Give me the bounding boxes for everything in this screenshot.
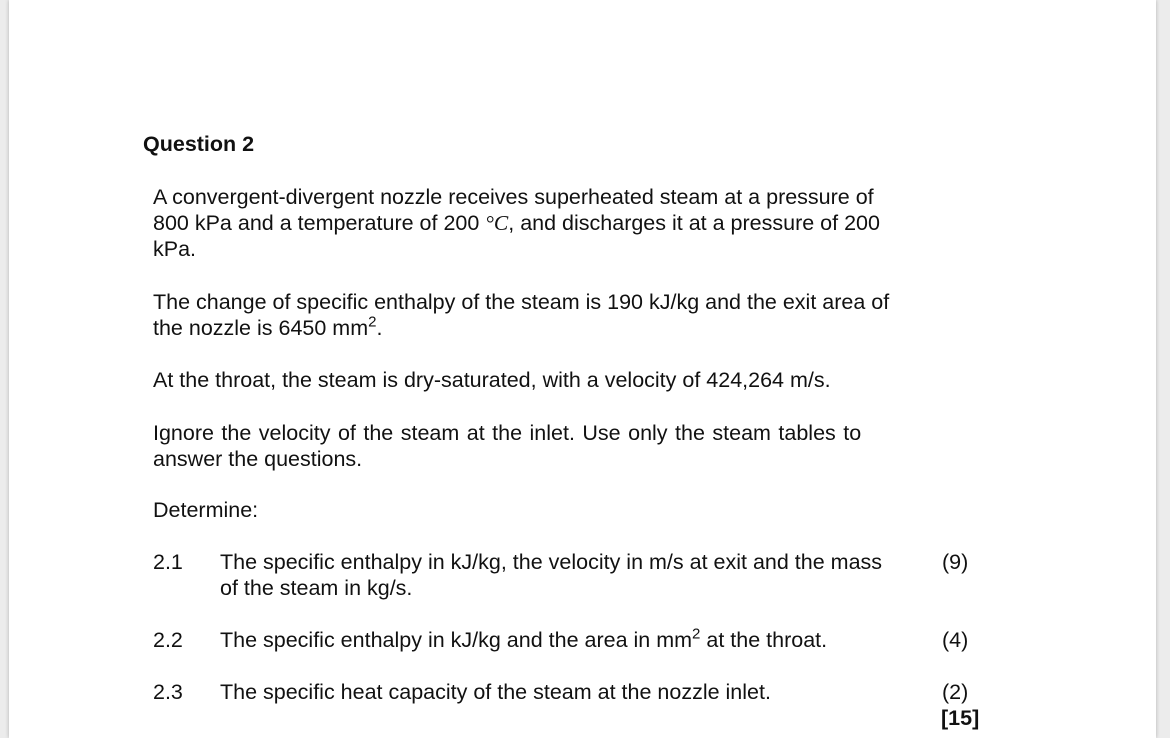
question-2-2-marks: (4) — [942, 628, 969, 652]
question-2-2-part-1: The specific enthalpy in kJ/kg and the area in mm — [220, 628, 693, 652]
question-2-2-number: 2.2 — [153, 628, 183, 652]
question-2-3-text: The specific heat capacity of the steam at the nozzle inlet. — [220, 680, 771, 704]
question-2-1-line-2: of the steam in kg/s. — [220, 576, 413, 600]
celsius-unit: °C — [485, 211, 509, 235]
question-2-2-text — [220, 627, 925, 653]
intro-line-1: A convergent-divergent nozzle receives superheated steam at a pressure of — [153, 185, 874, 209]
question-2-2-part-2: at the throat. — [700, 628, 828, 652]
enthalpy-line-2 — [153, 315, 923, 341]
enthalpy-line-2-part-1: the nozzle is 6450 mm — [153, 316, 369, 340]
ignore-line-1: Ignore the velocity of the steam at the inlet. Use only the steam tables to — [153, 421, 862, 445]
intro-line-2 — [153, 210, 923, 236]
superscript-2: 2 — [368, 313, 377, 331]
document-page — [9, 0, 1156, 738]
total-marks: [15] — [941, 706, 980, 730]
superscript-2: 2 — [692, 625, 701, 643]
intro-line-3: kPa. — [153, 237, 197, 261]
question-2-1-line-1: The specific enthalpy in kJ/kg, the velocity in m/s at exit and the mass — [220, 550, 883, 574]
ignore-line-2: answer the questions. — [153, 447, 363, 471]
question-2-3-number: 2.3 — [153, 680, 183, 704]
enthalpy-line-1: The change of specific enthalpy of the steam is 190 kJ/kg and the exit area of — [153, 290, 890, 314]
question-heading: Question 2 — [143, 132, 255, 156]
determine-label: Determine: — [153, 498, 259, 522]
intro-line-2-part-2: , and discharges it at a pressure of 200 — [508, 211, 880, 235]
question-2-1-marks: (9) — [942, 550, 969, 574]
question-2-3-marks: (2) — [942, 680, 969, 704]
intro-line-2-part-1: 800 kPa and a temperature of 200 — [153, 211, 480, 235]
question-2-1-number: 2.1 — [153, 550, 183, 574]
throat-statement: At the throat, the steam is dry-saturated, with a velocity of 424,264 m/s. — [153, 368, 831, 392]
enthalpy-line-2-part-2: . — [376, 316, 383, 340]
